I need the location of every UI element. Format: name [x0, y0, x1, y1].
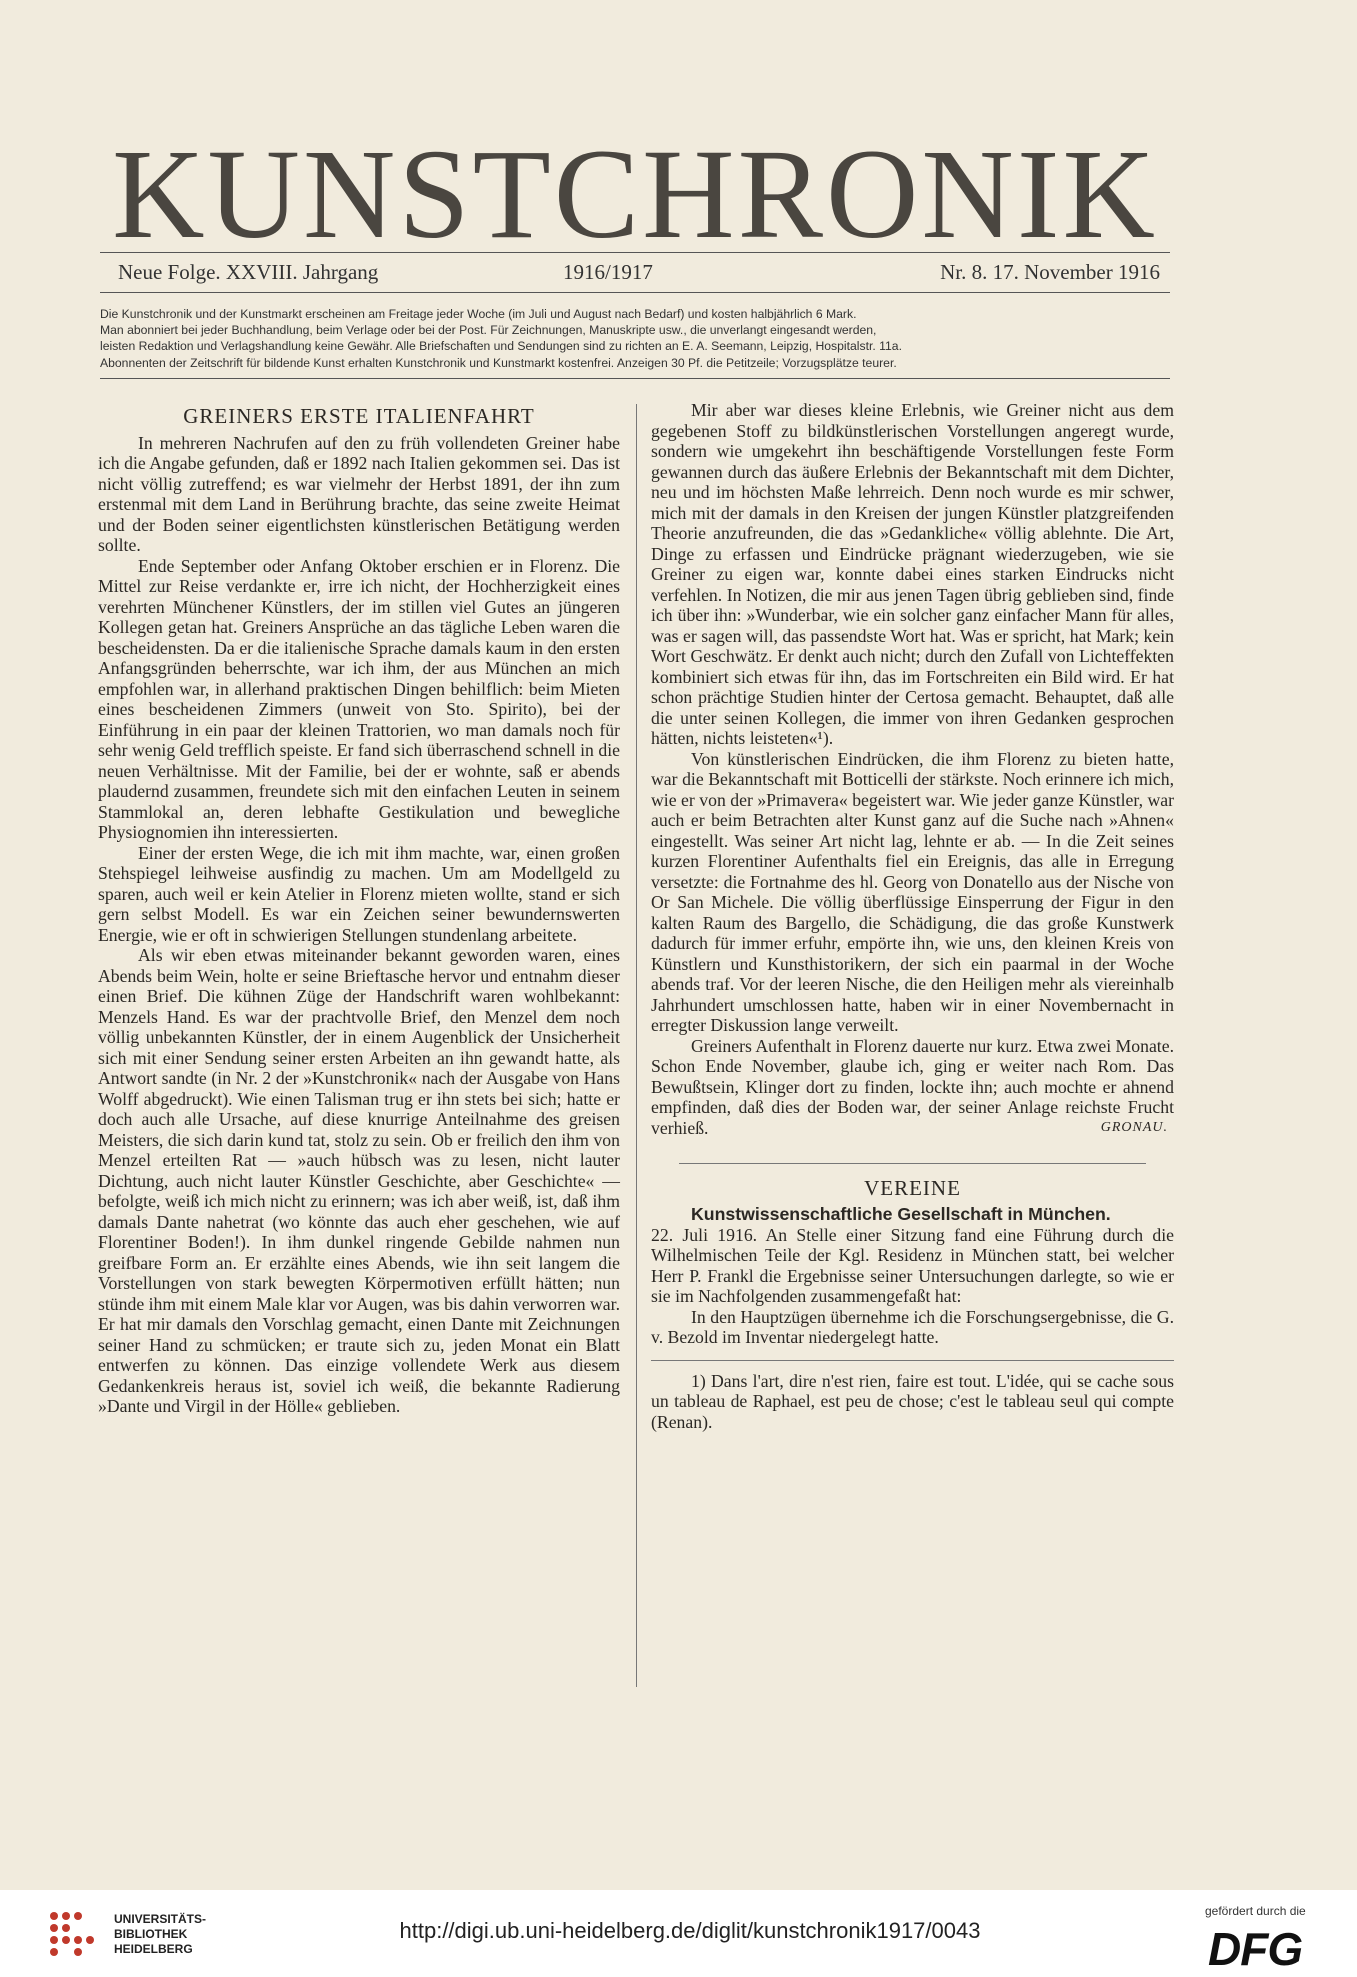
institution-line: HEIDELBERG — [114, 1942, 193, 1956]
author-signature: GRONAU. — [1100, 1120, 1168, 1135]
left-column — [98, 400, 620, 1417]
article-paragraph: Von künstlerischen Eindrücken, die ihm Florenz zu bieten hatte, war die Bekanntschaft mit Botticelli der stärkste. Noch erinnere ich mich, wie er von der »Primavera« begeistert war. Wie jeder ganze Künstler, war auch er beim Betrachten alter Kunst ganz auf die Suche nach »Ahnen« eingestellt. Was seiner Art nicht lag, lehnte er ab. — In die Zeit seines kurzen Florentiner Aufenthalts fiel ein Ereignis, das alle in Erregung versetzte: die Fortnahme des hl. Georg von Donatello aus der Nische von Or San Michele. Die völlig überflüssige Einsperrung der Figur in den kalten Raum des Bargello, die Schädigung, die das große Kunstwerk dadurch für immer erfuhr, empörte ihn, wie uns, den kleinen Kreis von Künstlern und Kunsthistorikern, der sich ein paarmal in der Woche abends traf. Vor der leeren Nische, die den Heiligen mehr als viereinhalb Jahrhundert umschlossen hatte, haben wir in einer Novembernacht in erregter Diskussion lange verweilt. — [651, 748, 1174, 1035]
notice-line: leisten Redaktion und Verlagshandlung keine Gewähr. Alle Briefschaften und Sendungen sind zu richten an E. A. Seemann, Leipzig, Hospitalstr. 11a. — [100, 339, 902, 354]
institution-line: UNIVERSITÄTS- — [114, 1912, 207, 1926]
vereine-paragraph: In den Hauptzügen übernehme ich die Forschungsergebnisse, die G. v. Bezold im Inventar niedergelegt hatte. — [651, 1306, 1174, 1347]
university-library-icon — [46, 1908, 106, 1958]
section-rule — [679, 1163, 1146, 1164]
article-heading: GREINERS ERSTE ITALIENFAHRT — [183, 404, 535, 428]
article-paragraph: Als wir eben etwas miteinander bekannt geworden waren, eines Abends beim Wein, holte er seine Brieftasche hervor und entnahm dieser einen Brief. Die kühnen Züge der Handschrift waren wohlbekannt: Menzels Hand. Es war der prachtvolle Brief, den Menzel dem noch völlig unbekannten Künstler, der in einem Augenblick der Unsicherheit sich mit einer Sendung seiner ersten Arbeiten an ihn gewandt hatte, als Antwort sandte (in Nr. 2 der »Kunstchronik« nach der Ausgabe von Hans Wolff abgedruckt). Wie einen Talisman trug er ihn stets bei sich; hatte er doch auch alle Ursache, auf diese knurrige Anteilnahme des greisen Meisters, die sich darin kund tat, stolz zu sein. Ob er freilich den ihm von Menzel erteilten Rat — »auch hübsch was zu lesen, nicht lauter Dichtung, auch nicht lauter Künstler Geschichte, aber Geschichte« — befolgte, weiß ich mich nicht zu erinnern; was ich aber weiß, ist, daß ihm damals Dante nahetrat (wo könnte das auch eher geschehen, wie auf Florentiner Boden!). In ihm dunkel ringende Gebilde nahmen nun greifbare Form an. Er erzählte eines Abends, wie ihn seit langem die Vorstellungen von stark bewegten Körpermotiven erfüllt hätten; nun stünde ihm mit einem Male klar vor Augen, was bis dahin verworren war. Er hat mir damals den Vorschlag gemacht, einen Dante mit Zeichnungen seiner Hand zu schmücken; er traute sich zu, jeden Monat ein Blatt entwerfen zu können. Das einzige vollendete Werk aus diesem Gedankenkreis heraus ist, soviel ich weiß, die bekannte Radierung »Dante und Virgil in der Hölle« geblieben. — [98, 945, 620, 1416]
footnote-rule — [651, 1360, 1174, 1361]
institution-name — [114, 1912, 206, 1957]
right-column — [651, 400, 1174, 1432]
subscription-notice — [100, 306, 1170, 371]
masthead-rule-top — [100, 252, 1170, 253]
column-divider — [636, 404, 637, 1687]
notice-line: Man abonniert bei jeder Buchhandlung, beim Verlage oder bei der Post. Für Zeichnungen, Manuskripte usw., die unverlangt eingesandt werden, — [100, 323, 877, 338]
article-paragraph: Mir aber war dieses kleine Erlebnis, wie Greiner nicht aus dem gegebenen Stoff zu bildkünstlerischen Vorstellungen angeregt wurde, sondern wie umgekehrt ihn beschäftigende Vorstellungen feste Form gewannen durch das äußere Erlebnis der Bekanntschaft mit dem Dichter, neu und im höchsten Maße lehrreich. Denn noch wurde es mir schwer, mich mit der damals in den Kreisen der jungen Künstler platzgreifenden Theorie anzufreunden, die das »Gedankliche« völlig ablehnte. Die Art, Dinge zu erfassen und Eindrücke prägnant wiederzugeben, wie sie Greiner zu eigen war, konnte dabei eines starken Eindrucks nicht verfehlen. In Notizen, die mir aus jenen Tagen übrig geblieben sind, finde ich über ihn: »Wunderbar, wie ein solcher ganz einfacher Mann für alles, was er sagen will, das passendste Wort hat. Was er spricht, hat Mark; kein Wort Geschwätz. Er denkt auch nicht; durch den Zufall von Lichteffekten kombiniert sich etwas für ihn, das im Fortschreiten ein Bild wird. Er hat schon prächtige Studien hinter der Certosa gemacht. Behauptet, daß alle die unter seinen Kollegen, die immer von ihren Gedanken gesprochen hätten, nichts leisteten«¹). — [651, 400, 1174, 748]
masthead-title: KUNSTCHRONIK — [112, 123, 1158, 265]
issue-years: 1916/1917 — [563, 260, 653, 284]
funding-caption: gefördert durch die — [1205, 1904, 1306, 1918]
notice-line: Die Kunstchronik und der Kunstmarkt erscheinen am Freitage jeder Woche (im Juli und August nach Bedarf) und kosten halbjährlich 6 Mark. — [100, 307, 857, 321]
dfg-logo: DFG — [1208, 1923, 1303, 1975]
issue-series: Neue Folge. XXVIII. Jahrgang — [118, 260, 379, 284]
article-paragraph: Greiners Aufenthalt in Florenz dauerte nur kurz. Etwa zwei Monate. Schon Ende November, glaube ich, ging er weiter nach Rom. Das Bewußtsein, Klinger dort zu finden, lockte ihn; auch mochte er ahnend empfinden, daß dies der Boden war, der seiner Anlage reichste Frucht verhieß. — [651, 1035, 1174, 1138]
notice-line: Abonnenten der Zeitschrift für bildende Kunst erhalten Kunstchronik und Kunstmarkt kostenfrei. Anzeigen 30 Pf. die Petitzeile; Vorzugsplätze teurer. — [100, 355, 897, 370]
source-url[interactable]: http://digi.ub.uni-heidelberg.de/diglit/kunstchronik1917/0043 — [399, 1918, 981, 1943]
vereine-subhead: Kunstwissenschaftliche Gesellschaft in München. — [691, 1204, 1111, 1224]
notice-rule — [100, 378, 1170, 379]
article-paragraph: Ende September oder Anfang Oktober erschien er in Florenz. Die Mittel zur Reise verdankte er, irre ich nicht, der Hochherzigkeit eines verehrten Münchener Künstlers, der im stillen viel Gutes an jüngeren Kollegen getan hat. Greiners Ansprüche an das tägliche Leben waren die bescheidensten. Da er die italienische Sprache damals kaum in den ersten Anfangsgründen beherrschte, war ich ihm, der aus München an mich empfohlen war, in allerhand praktischen Dingen behilflich: beim Mieten eines bescheidenen Zimmers (unweit von Sto. Spirito), bei der Einführung in ein paar der kleinen Trattorien, wo man damals noch für sehr wenig Geld trefflich speiste. Er fand sich überraschend schnell in die neuen Verhältnisse. Mit der Familie, bei der er wohnte, saß er abends plaudernd zusammen, freundete sich mit den einfachen Leuten in seinem Stammlokal an, deren lebhafte Gestikulation und bewegliche Physiognomien ihn interessierten. — [98, 555, 620, 842]
vereine-paragraph: 22. Juli 1916. An Stelle einer Sitzung fand eine Führung durch die Wilhelmischen Teile der Kgl. Residenz in München statt, bei welcher Herr P. Frankl die Ergebnisse seiner Untersuchungen darlegte, so wie er sie im Nachfolgenden zusammengefaßt hat: — [651, 1224, 1174, 1306]
issue-number-date: Nr. 8. 17. November 1916 — [940, 260, 1160, 284]
digitization-footer — [0, 1890, 1357, 1977]
article-paragraph: In mehreren Nachrufen auf den zu früh vollendeten Greiner habe ich die Angabe gefunden, daß er 1892 nach Italien gekommen sei. Das ist nicht völlig zutreffend; es war vielmehr der Herbst 1891, der ihn zum erstenmal mit dem Land in Berührung brachte, das seine zweite Heimat und der Boden seiner eigentlichsten künstlerischen Betätigung werden sollte. — [98, 432, 620, 555]
article-paragraph: Einer der ersten Wege, die ich mit ihm machte, war, einen großen Stehspiegel leihweise ausfindig zu machen. Um am Modellgeld zu sparen, auch weil er kein Atelier in Florenz mieten wollte, stand er sich gern selbst Modell. Es war ein Zeichen seiner bewundernswerten Energie, wie er oft in schwierigen Stellungen stundenlang arbeitete. — [98, 842, 620, 945]
vereine-heading: VEREINE — [864, 1175, 961, 1200]
masthead-rule-bottom — [100, 292, 1170, 293]
institution-line: BIBLIOTHEK — [114, 1927, 188, 1941]
footnote: 1) Dans l'art, dire n'est rien, faire est tout. L'idée, qui se cache sous un tableau de Raphael, est peu de chose; c'est le tableau seul qui compte (Renan). — [651, 1370, 1174, 1432]
